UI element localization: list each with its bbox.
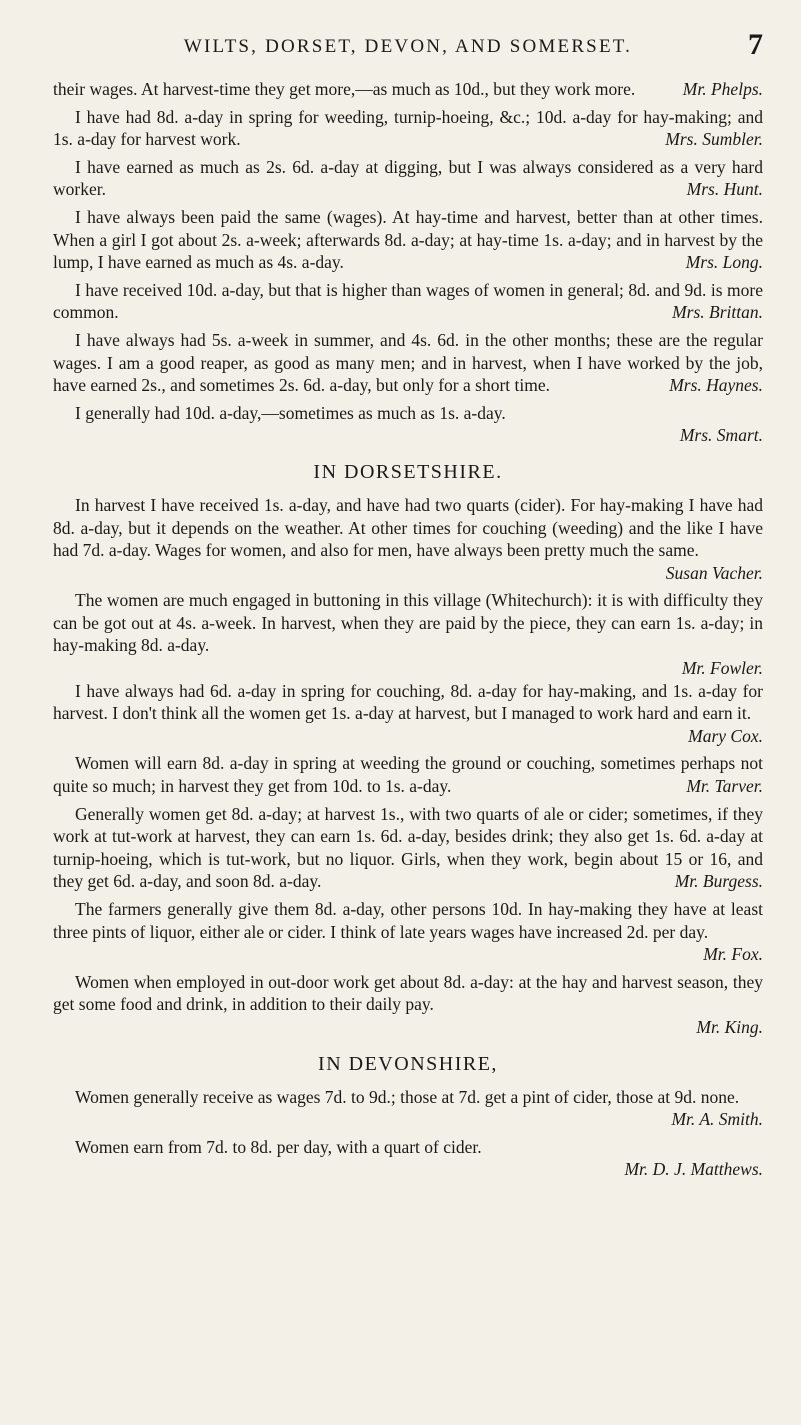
- testimony-paragraph: [53, 898, 763, 966]
- testimony-paragraph: [53, 402, 763, 425]
- testimony-paragraph: [53, 78, 763, 101]
- testimony-attribution: Mr. Tarver.: [686, 776, 763, 797]
- testimony-attribution: Mr. Fowler.: [681, 658, 763, 679]
- testimony-attribution: Mr. Burgess.: [674, 871, 763, 892]
- testimony-text: Women generally receive as wages 7d. to 9d.; those at 7d. get a pint of cider, those at 9d. none.: [75, 1086, 740, 1107]
- dorset-testimonies: [53, 494, 763, 1039]
- running-title: WILTS, DORSET, DEVON, AND SOMERSET.: [183, 36, 633, 57]
- testimony-text: Women will earn 8d. a-day in spring at weeding the ground or couching, sometimes perhaps not quite so much; in harvest they get from 10d. to 1s. a-day.: [53, 753, 763, 797]
- testimony-attribution: Mrs. Hunt.: [686, 179, 763, 200]
- testimony-text: Generally women get 8d. a-day; at harvest 1s., with two quarts of ale or cider; sometimes, if they work at tut-work at harvest, they can earn 1s. 6d. a-day, besides drink; they also get 1s. 6d. a-day at turnip-hoeing, which is tut-work, but no liquor. Girls, when they work, begin about 15 or 16, and they get 6d. a-day, and soon 8d. a-day.: [53, 803, 763, 892]
- section-heading-devon: IN DEVONSHIRE,: [318, 1052, 498, 1075]
- testimony-attribution: Mrs. Haynes.: [669, 375, 763, 396]
- testimony-attribution: Mrs. Sumbler.: [665, 129, 763, 150]
- testimony-paragraph: [53, 494, 763, 584]
- testimony-paragraph: [53, 589, 763, 657]
- testimony-paragraph: [53, 680, 763, 748]
- testimony-paragraph: [53, 106, 763, 151]
- testimony-attribution: Mr. King.: [696, 1016, 763, 1037]
- testimony-paragraph: [53, 971, 763, 1016]
- section-heading-dorset: IN DORSETSHIRE.: [313, 460, 503, 483]
- testimony-text: The women are much engaged in buttoning in this village (Whitechurch): it is with difficulty they can be got out at 4s. a-week. In harvest, when they are paid by the piece, they can earn 1s. a-day; in hay-making 8d. a-day.: [53, 590, 763, 656]
- testimony-attribution: Susan Vacher.: [665, 562, 763, 583]
- page-number: 7: [748, 28, 763, 61]
- testimony-attribution: Mrs. Brittan.: [672, 302, 763, 323]
- testimony-paragraph: [53, 803, 763, 893]
- testimony-paragraph: [53, 752, 763, 797]
- testimony-text: I have always had 5s. a-week in summer, and 4s. 6d. in the other months; these are the regular wages. I am a good reaper, as good as many men; and in harvest, when I have worked by the job, have earned 2s., and sometimes 2s. 6d. a-day, but only for a short time.: [53, 329, 763, 396]
- testimony-paragraph: [53, 279, 763, 324]
- testimony-attribution: Mrs. Smart.: [679, 425, 763, 446]
- testimony-text: I have received 10d. a-day, but that is higher than wages of women in general; 8d. and 9d. is more common.: [53, 279, 763, 323]
- devon-testimonies: [53, 1086, 763, 1181]
- testimony-attribution: Mary Cox.: [688, 725, 763, 746]
- testimony-text: Women earn from 7d. to 8d. per day, with a quart of cider.: [75, 1136, 482, 1157]
- wilts-testimonies: [53, 78, 763, 447]
- testimony-text: In harvest I have received 1s. a-day, and have had two quarts (cider). For hay-making I have had 8d. a-day, but it depends on the weather. At other times for couching (weeding) and the like I have had 7d. a-day. Wages for women, and also for men, have always been pretty much the same.: [53, 494, 763, 561]
- testimony-paragraph: [53, 329, 763, 397]
- testimony-text: I generally had 10d. a-day,—sometimes as much as 1s. a-day.: [75, 402, 506, 423]
- testimony-text: The farmers generally give them 8d. a-day, other persons 10d. In hay-making they have at least three pints of liquor, either ale or cider. I think of late years wages have increased 2d. per day.: [53, 899, 763, 942]
- running-head: [53, 0, 763, 78]
- testimony-attribution: Mr. A. Smith.: [671, 1109, 763, 1130]
- testimony-paragraph: [53, 156, 763, 201]
- testimony-text: I have always been paid the same (wages). At hay-time and harvest, better than at other times. When a girl I got about 2s. a-week; afterwards 8d. a-day; at hay-time 1s. a-day; and in harvest by the lump, I have earned as much as 4s. a-day.: [53, 206, 763, 273]
- testimony-text: I have had 8d. a-day in spring for weeding, turnip-hoeing, &c.; 10d. a-day for hay-making; and 1s. a-day for harvest work.: [53, 106, 763, 150]
- testimony-text: their wages. At harvest-time they get more,—as much as 10d., but they work more.: [53, 79, 636, 99]
- testimony-paragraph: [53, 206, 763, 274]
- testimony-attribution: Mrs. Long.: [685, 252, 763, 273]
- testimony-paragraph: [53, 1136, 763, 1159]
- testimony-attribution: Mr. D. J. Matthews.: [624, 1159, 763, 1180]
- testimony-attribution: Mr. Phelps.: [682, 79, 763, 99]
- testimony-text: I have always had 6d. a-day in spring for couching, 8d. a-day for hay-making, and 1s. a-day for harvest. I don't think all the women get 1s. a-day at harvest, but I managed to work hard and earn it.: [53, 680, 763, 724]
- testimony-text: Women when employed in out-door work get about 8d. a-day: at the hay and harvest season, they get some food and drink, in addition to their daily pay.: [53, 971, 763, 1015]
- testimony-text: I have earned as much as 2s. 6d. a-day at digging, but I was always considered as a very hard worker.: [53, 156, 763, 200]
- testimony-attribution: Mr. Fox.: [703, 944, 763, 965]
- testimony-paragraph: [53, 1086, 763, 1131]
